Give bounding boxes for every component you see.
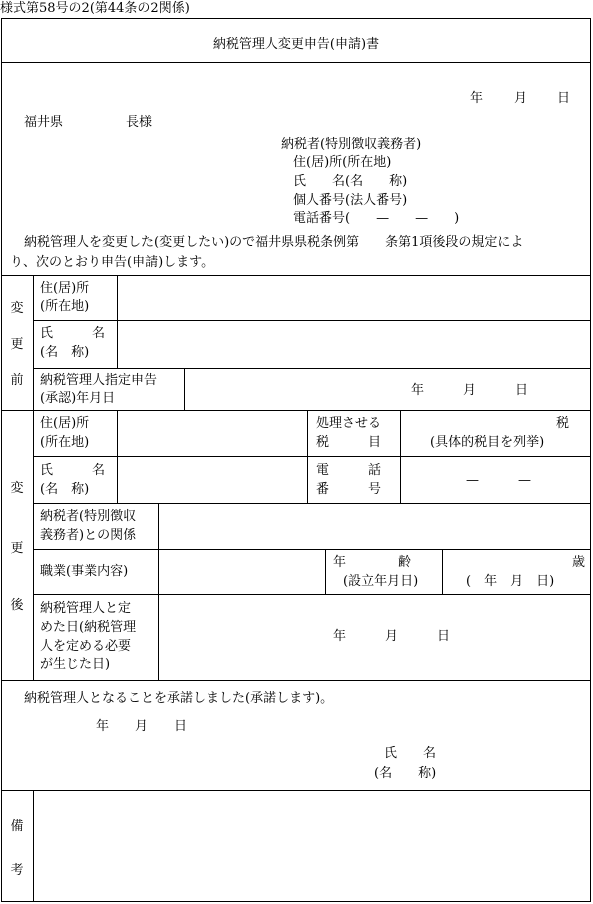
divider: [33, 790, 34, 902]
consent-name-label: 氏 名: [384, 746, 437, 761]
before-name-label: 氏 名: [40, 326, 106, 341]
taxpayer-phone-label: 電話番号( — — ): [293, 211, 460, 226]
appointed-date-label: 人を定める必要: [40, 639, 132, 654]
divider: [33, 594, 591, 595]
date-year: 年: [470, 91, 484, 106]
age-label: (設立年月日): [343, 574, 419, 589]
consent-name-label: (名 称): [374, 766, 437, 781]
remarks-vertical-char: 備: [10, 819, 24, 834]
before-vertical-char: 更: [10, 337, 24, 352]
taxpayer-number-label: 個人番号(法人番号): [293, 193, 408, 208]
age-value: 歳: [572, 555, 586, 570]
divider: [325, 549, 326, 594]
before-appointment-date: 年 月 日: [411, 383, 529, 398]
form-title: 納税管理人変更申告(申請)書: [212, 37, 380, 52]
divider: [33, 456, 591, 457]
age-value: ( 年 月 日): [466, 574, 555, 589]
phone-label: 番 号: [316, 482, 382, 497]
appointed-date-label: 納税管理人と定: [40, 601, 132, 616]
tax-item-value: 税: [556, 416, 570, 431]
divider: [1, 680, 591, 681]
relation-label: 納税者(特別徴収: [40, 509, 137, 524]
addressee-suffix: 長様: [126, 115, 153, 130]
tax-item-label: 税 目: [316, 435, 382, 450]
after-address-label: (所在地): [40, 435, 90, 450]
before-address-label: 住(居)所: [40, 281, 90, 296]
date-day: 日: [557, 91, 571, 106]
divider: [33, 410, 34, 680]
divider: [1, 62, 591, 63]
addressee-prefecture: 福井県: [24, 115, 64, 130]
divider: [33, 368, 591, 369]
taxpayer-address-label: 住(居)所(所在地): [293, 155, 392, 170]
consent-text: 納税管理人となることを承諾しました(承諾します)。: [24, 691, 334, 706]
tax-item-value: (具体的税目を列挙): [430, 435, 545, 450]
divider: [33, 503, 591, 504]
appointed-date-value: 年 月 日: [333, 629, 451, 644]
before-vertical-char: 前: [10, 373, 24, 388]
divider: [442, 549, 443, 594]
before-vertical-char: 変: [10, 301, 24, 316]
divider: [33, 275, 34, 410]
relation-label: 義務者)との関係: [40, 528, 137, 543]
before-address-label: (所在地): [40, 299, 90, 314]
divider: [33, 549, 591, 550]
consent-date: 年 月 日: [96, 719, 188, 734]
taxpayer-name-label: 氏 名(名 称): [293, 174, 408, 189]
occupation-label: 職業(事業内容): [40, 564, 129, 579]
statement-line-2: り、次のとおり申告(申請)します。: [10, 255, 215, 270]
after-address-label: 住(居)所: [40, 416, 90, 431]
divider: [33, 320, 591, 321]
date-month: 月: [514, 91, 528, 106]
form-number: 様式第58号の2(第44条の2関係): [0, 1, 190, 16]
divider: [1, 790, 591, 791]
before-name-label: (名 称): [40, 345, 90, 360]
divider: [158, 503, 159, 680]
after-name-label: (名 称): [40, 482, 90, 497]
before-appointment-label: (承認)年月日: [40, 391, 116, 406]
before-appointment-label: 納税管理人指定申告: [40, 373, 158, 388]
taxpayer-heading: 納税者(特別徴収義務者): [281, 137, 422, 152]
phone-label: 電 話: [316, 463, 382, 478]
after-vertical-char: 更: [10, 541, 24, 556]
after-vertical-char: 変: [10, 481, 24, 496]
appointed-date-label: めた日(納税管理: [40, 620, 137, 635]
appointed-date-label: が生じた日): [40, 657, 111, 672]
tax-item-label: 処理させる: [316, 416, 382, 431]
after-name-label: 氏 名: [40, 463, 106, 478]
age-label: 年 齢: [333, 555, 412, 570]
phone-value: — —: [466, 473, 532, 488]
divider: [117, 275, 118, 368]
remarks-vertical-char: 考: [10, 863, 24, 878]
statement-line-1: 納税管理人を変更した(変更したい)ので福井県県税条例第 条第1項後段の規定によ: [24, 235, 524, 250]
after-vertical-char: 後: [10, 598, 24, 613]
divider: [1, 275, 591, 276]
divider: [1, 410, 591, 411]
divider: [184, 368, 185, 410]
